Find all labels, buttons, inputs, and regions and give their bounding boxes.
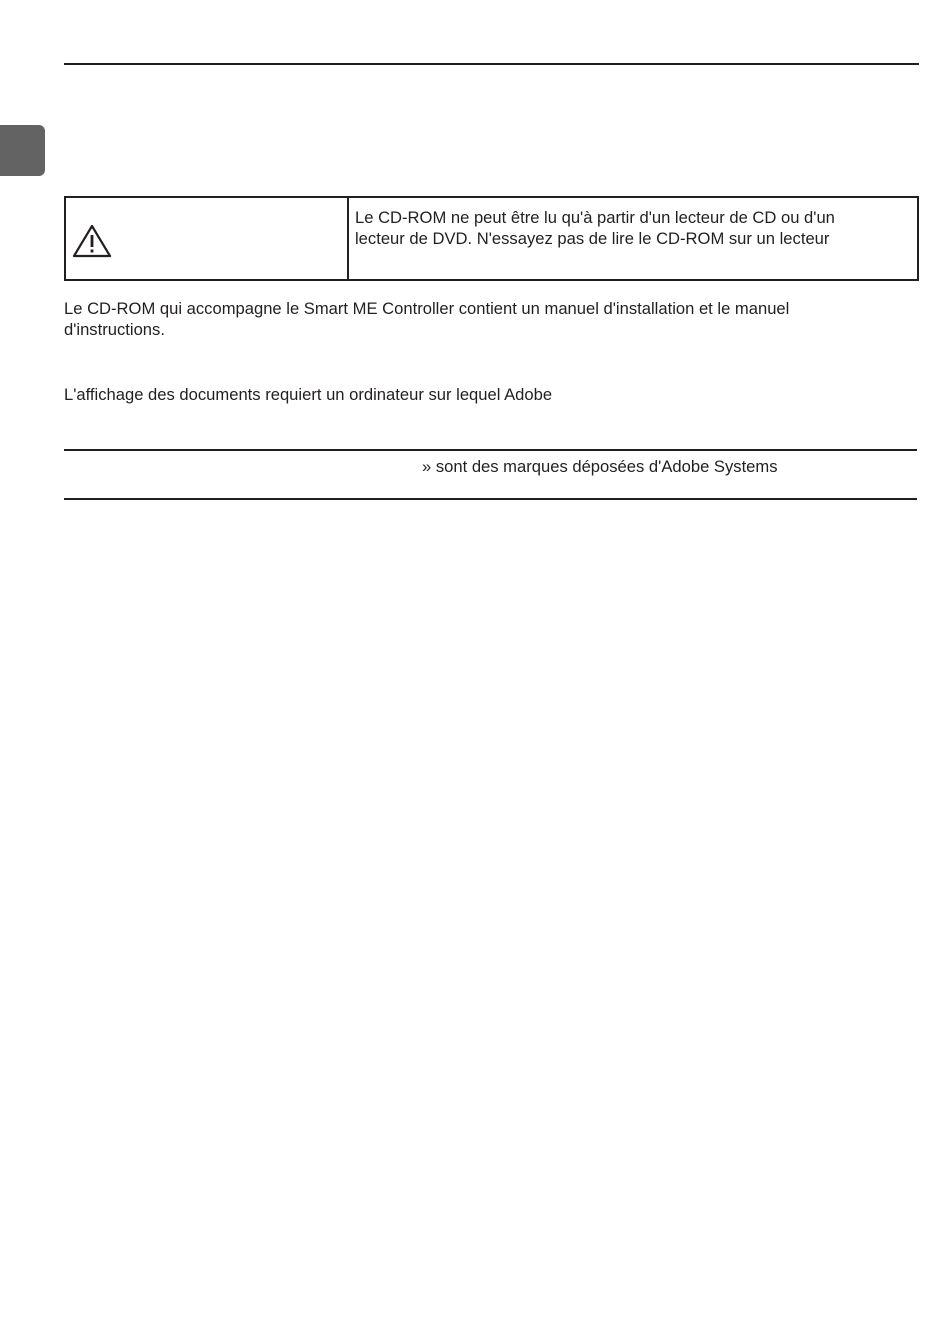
caution-text-line: lecteur de DVD. N'essayez pas de lire le CD-ROM sur un lecteur	[355, 229, 830, 248]
caution-text-line: Le CD-ROM ne peut être lu qu'à partir d'un lecteur de CD ou d'un	[355, 208, 835, 227]
caution-text-cell	[349, 198, 917, 279]
header-rule	[64, 63, 919, 65]
note-rule-top	[64, 449, 917, 451]
caution-label-cell	[66, 198, 349, 279]
intro-paragraph	[64, 298, 919, 340]
warning-triangle-icon	[72, 224, 112, 258]
requirements-paragraph: L'affichage des documents requiert un ordinateur sur lequel Adobe	[64, 385, 553, 404]
paragraph-line: d'instructions.	[64, 320, 165, 339]
caution-box	[64, 196, 919, 281]
note-rule-bottom	[64, 498, 917, 500]
trademark-note: » sont des marques déposées d'Adobe Systems	[422, 457, 778, 476]
paragraph-line: Le CD-ROM qui accompagne le Smart ME Controller contient un manuel d'installation et le manuel	[64, 299, 790, 318]
chapter-tab	[0, 125, 45, 176]
